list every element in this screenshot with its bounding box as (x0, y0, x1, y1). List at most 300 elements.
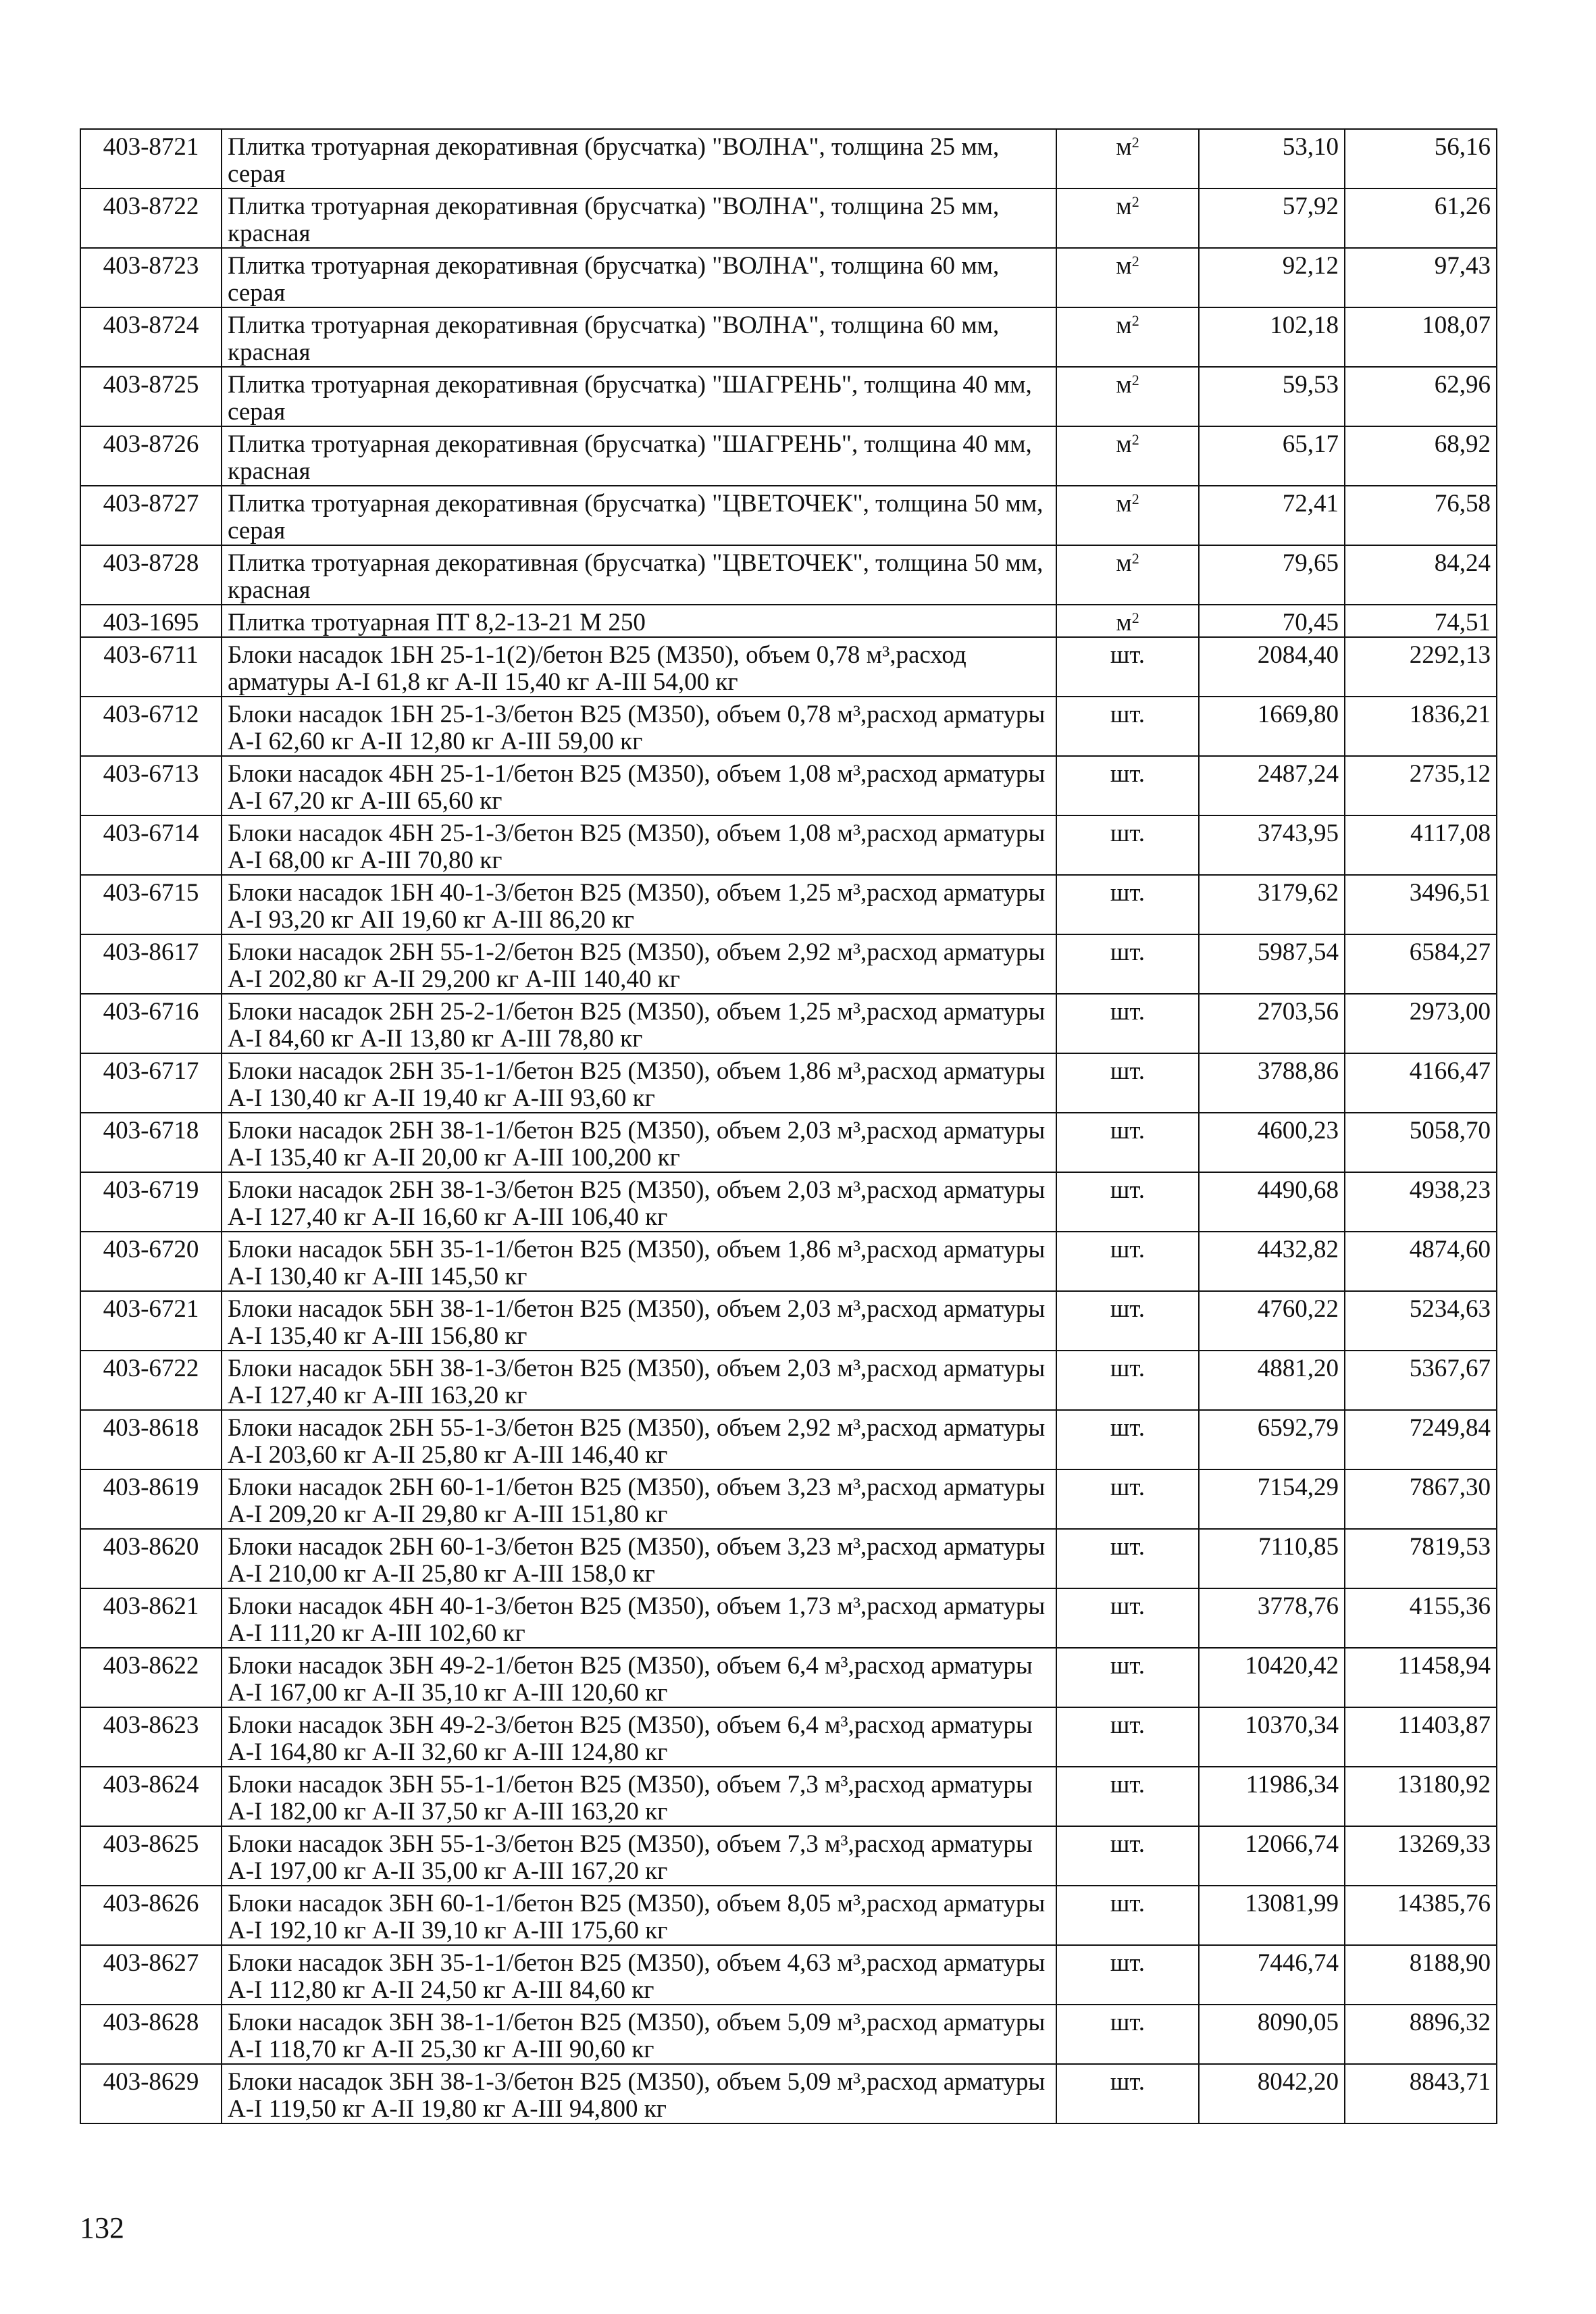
item-code-cell (80, 2005, 222, 2064)
price-with-vat-cell (1345, 1113, 1497, 1172)
table-row (80, 2064, 1497, 2123)
unit-label: м (1116, 549, 1132, 577)
price-cell (1199, 637, 1345, 697)
table-row (80, 486, 1497, 545)
price-cell (1199, 756, 1345, 815)
price-cell (1199, 1410, 1345, 1469)
price-cell (1199, 1588, 1345, 1648)
price-cell (1199, 2005, 1345, 2064)
price-cell (1199, 248, 1345, 307)
item-code: 403-8626 (103, 1890, 199, 1917)
item-description-cell (222, 1826, 1056, 1886)
unit-cell (1056, 367, 1199, 426)
price-with-vat-cell (1345, 994, 1497, 1053)
price-with-vat-cell (1345, 545, 1497, 605)
unit-cell (1056, 1588, 1199, 1648)
price-cell (1199, 426, 1345, 486)
table-row (80, 605, 1497, 637)
price-cell (1199, 1648, 1345, 1707)
item-code-cell (80, 1707, 222, 1767)
item-code-cell (80, 188, 222, 248)
item-code: 403-6721 (103, 1295, 199, 1323)
table-row (80, 1826, 1497, 1886)
price-value: 2487,24 (1257, 760, 1339, 788)
item-description: Блоки насадок 4БН 25-1-1/бетон В25 (М350), объем 1,08 м³,расход арматуры А-I 67,20 кг А-III 65,60 кг (228, 760, 1046, 815)
table-row (80, 994, 1497, 1053)
item-description: Плитка тротуарная декоративная (брусчатка) "ВОЛНА", толщина 25 мм, красная (228, 193, 1000, 247)
item-code-cell (80, 994, 222, 1053)
item-code-cell (80, 637, 222, 697)
item-description: Блоки насадок 4БН 40-1-3/бетон В25 (М350), объем 1,73 м³,расход арматуры А-I 111,20 кг А-III 102,60 кг (228, 1592, 1046, 1647)
unit-cell (1056, 934, 1199, 994)
item-code-cell (80, 815, 222, 875)
price-with-vat-value: 7249,84 (1409, 1414, 1491, 1442)
table-row (80, 756, 1497, 815)
unit-exponent: 2 (1131, 252, 1139, 270)
price-with-vat-value: 6584,27 (1409, 938, 1491, 966)
unit-label: шт. (1110, 1355, 1145, 1382)
price-value: 3778,76 (1257, 1592, 1339, 1620)
item-code-cell (80, 1826, 222, 1886)
price-with-vat-value: 2735,12 (1409, 760, 1491, 788)
unit-label: шт. (1110, 1236, 1145, 1263)
price-value: 10420,42 (1245, 1652, 1339, 1680)
item-description-cell (222, 1945, 1056, 2005)
price-cell (1199, 1469, 1345, 1529)
item-description-cell (222, 875, 1056, 934)
item-description: Блоки насадок 5БН 38-1-1/бетон В25 (М350), объем 2,03 м³,расход арматуры А-I 135,40 кг А-III 156,80 кг (228, 1295, 1046, 1350)
item-description-cell (222, 367, 1056, 426)
table-row (80, 1945, 1497, 2005)
price-with-vat-value: 7819,53 (1409, 1533, 1491, 1561)
price-cell (1199, 2064, 1345, 2123)
unit-label: шт. (1110, 1890, 1145, 1917)
item-code-cell (80, 756, 222, 815)
item-description: Плитка тротуарная декоративная (брусчатка) "ВОЛНА", толщина 60 мм, красная (228, 311, 1000, 366)
price-value: 57,92 (1282, 193, 1339, 220)
price-value: 70,45 (1282, 609, 1339, 636)
price-value: 8042,20 (1257, 2068, 1339, 2096)
price-cell (1199, 994, 1345, 1053)
price-cell (1199, 1767, 1345, 1826)
price-value: 2084,40 (1257, 641, 1339, 669)
price-with-vat-value: 84,24 (1434, 549, 1491, 577)
price-cell (1199, 1529, 1345, 1588)
unit-cell (1056, 994, 1199, 1053)
item-description-cell (222, 815, 1056, 875)
price-with-vat-cell (1345, 697, 1497, 756)
price-value: 2703,56 (1257, 998, 1339, 1026)
item-description: Блоки насадок 5БН 35-1-1/бетон В25 (М350), объем 1,86 м³,расход арматуры А-I 130,40 кг А-III 145,50 кг (228, 1236, 1046, 1290)
unit-cell (1056, 307, 1199, 367)
price-with-vat-cell (1345, 1410, 1497, 1469)
table-row (80, 1767, 1497, 1826)
price-value: 7154,29 (1257, 1474, 1339, 1501)
price-value: 4881,20 (1257, 1355, 1339, 1382)
item-code-cell (80, 426, 222, 486)
unit-label: шт. (1110, 879, 1145, 907)
unit-label: шт. (1110, 2068, 1145, 2096)
item-description: Плитка тротуарная декоративная (брусчатка) "ЦВЕТОЧЕК", толщина 50 мм, красная (228, 549, 1044, 604)
item-description-cell (222, 697, 1056, 756)
item-description-cell (222, 248, 1056, 307)
price-cell (1199, 1291, 1345, 1351)
unit-cell (1056, 1767, 1199, 1826)
item-code: 403-8622 (103, 1652, 199, 1680)
price-with-vat-cell (1345, 486, 1497, 545)
price-with-vat-cell (1345, 875, 1497, 934)
table-row (80, 367, 1497, 426)
price-with-vat-cell (1345, 605, 1497, 637)
price-with-vat-value: 7867,30 (1409, 1474, 1491, 1501)
price-with-vat-value: 4874,60 (1409, 1236, 1491, 1263)
unit-label: шт. (1110, 2009, 1145, 2036)
price-with-vat-value: 8188,90 (1409, 1949, 1491, 1977)
item-code-cell (80, 1469, 222, 1529)
item-code: 403-8727 (103, 490, 199, 518)
price-cell (1199, 697, 1345, 756)
item-description-cell (222, 1232, 1056, 1291)
price-value: 7110,85 (1258, 1533, 1339, 1561)
price-table (80, 128, 1497, 2124)
price-with-vat-cell (1345, 1945, 1497, 2005)
item-description-cell (222, 605, 1056, 637)
price-with-vat-cell (1345, 1588, 1497, 1648)
item-code: 403-6713 (103, 760, 199, 788)
unit-label: м (1116, 133, 1132, 161)
price-with-vat-cell (1345, 1172, 1497, 1232)
price-with-vat-value: 76,58 (1434, 490, 1491, 518)
item-description: Блоки насадок 3БН 35-1-1/бетон В25 (М350), объем 4,63 м³,расход арматуры А-I 112,80 кг А-II 24,50 кг А-III 84,60 кг (228, 1949, 1046, 2004)
unit-exponent: 2 (1131, 430, 1139, 448)
item-description-cell (222, 1053, 1056, 1113)
price-value: 7446,74 (1257, 1949, 1339, 1977)
item-description: Блоки насадок 3БН 60-1-1/бетон В25 (М350), объем 8,05 м³,расход арматуры А-I 192,10 кг А-II 39,10 кг А-III 175,60 кг (228, 1890, 1046, 1944)
price-with-vat-value: 4166,47 (1409, 1057, 1491, 1085)
unit-cell (1056, 129, 1199, 188)
item-code: 403-6716 (103, 998, 199, 1026)
unit-cell (1056, 1648, 1199, 1707)
unit-cell (1056, 815, 1199, 875)
table-row (80, 188, 1497, 248)
price-with-vat-cell (1345, 1469, 1497, 1529)
price-with-vat-cell (1345, 307, 1497, 367)
page-number: 132 (80, 2211, 124, 2244)
price-with-vat-value: 5234,63 (1409, 1295, 1491, 1323)
item-description: Блоки насадок 2БН 60-1-1/бетон В25 (М350), объем 3,23 м³,расход арматуры А-I 209,20 кг А-II 29,80 кг А-III 151,80 кг (228, 1474, 1046, 1528)
price-with-vat-value: 11403,87 (1397, 1711, 1491, 1739)
price-cell (1199, 367, 1345, 426)
item-description-cell (222, 1113, 1056, 1172)
item-description-cell (222, 307, 1056, 367)
item-code-cell (80, 1172, 222, 1232)
item-code-cell (80, 486, 222, 545)
item-description: Плитка тротуарная декоративная (брусчатка) "ШАГРЕНЬ", толщина 40 мм, серая (228, 371, 1032, 426)
price-cell (1199, 1707, 1345, 1767)
unit-label: шт. (1110, 701, 1145, 728)
item-code: 403-8721 (103, 133, 199, 161)
item-code-cell (80, 697, 222, 756)
item-code-cell (80, 129, 222, 188)
unit-label: м (1116, 490, 1132, 518)
unit-cell (1056, 545, 1199, 605)
item-description: Блоки насадок 2БН 38-1-1/бетон В25 (М350), объем 2,03 м³,расход арматуры А-I 135,40 кг А-II 20,00 кг А-III 100,200 кг (228, 1117, 1046, 1172)
price-table-body (80, 129, 1497, 2123)
unit-exponent: 2 (1131, 311, 1139, 329)
price-cell (1199, 1886, 1345, 1945)
price-with-vat-value: 5367,67 (1409, 1355, 1491, 1382)
price-cell (1199, 875, 1345, 934)
item-description-cell (222, 1767, 1056, 1826)
price-with-vat-cell (1345, 1707, 1497, 1767)
price-with-vat-value: 61,26 (1434, 193, 1491, 220)
table-row (80, 426, 1497, 486)
price-with-vat-cell (1345, 1351, 1497, 1410)
table-row (80, 1410, 1497, 1469)
unit-cell (1056, 1172, 1199, 1232)
unit-label: шт. (1110, 1474, 1145, 1501)
unit-label: шт. (1110, 1176, 1145, 1204)
unit-label: шт. (1110, 998, 1145, 1026)
item-description: Блоки насадок 2БН 55-1-3/бетон В25 (М350), объем 2,92 м³,расход арматуры А-I 203,60 кг А-II 25,80 кг А-III 146,40 кг (228, 1414, 1046, 1469)
item-code: 403-8619 (103, 1474, 199, 1501)
item-description: Блоки насадок 1БН 40-1-3/бетон В25 (М350), объем 1,25 м³,расход арматуры А-I 93,20 кг АII 19,60 кг А-III 86,20 кг (228, 879, 1046, 934)
price-cell (1199, 188, 1345, 248)
unit-cell (1056, 605, 1199, 637)
unit-label: шт. (1110, 1117, 1145, 1145)
item-code: 403-6722 (103, 1355, 199, 1382)
item-description-cell (222, 129, 1056, 188)
price-value: 4760,22 (1257, 1295, 1339, 1323)
price-with-vat-cell (1345, 129, 1497, 188)
item-description: Блоки насадок 3БН 38-1-1/бетон В25 (М350), объем 5,09 м³,расход арматуры А-I 118,70 кг А-II 25,30 кг А-III 90,60 кг (228, 2009, 1046, 2063)
item-description-cell (222, 1588, 1056, 1648)
price-cell (1199, 934, 1345, 994)
table-row (80, 815, 1497, 875)
price-with-vat-cell (1345, 2064, 1497, 2123)
item-code: 403-6718 (103, 1117, 199, 1145)
item-description-cell (222, 2005, 1056, 2064)
price-with-vat-cell (1345, 934, 1497, 994)
price-with-vat-cell (1345, 248, 1497, 307)
price-value: 102,18 (1270, 311, 1339, 339)
item-code: 403-8726 (103, 430, 199, 458)
price-with-vat-value: 62,96 (1434, 371, 1491, 399)
item-code: 403-6720 (103, 1236, 199, 1263)
unit-cell (1056, 1410, 1199, 1469)
price-with-vat-cell (1345, 367, 1497, 426)
table-row (80, 934, 1497, 994)
price-value: 11986,34 (1245, 1771, 1339, 1799)
unit-label: шт. (1110, 760, 1145, 788)
item-code-cell (80, 875, 222, 934)
unit-label: шт. (1110, 641, 1145, 669)
item-code: 403-8621 (103, 1592, 199, 1620)
item-code-cell (80, 1529, 222, 1588)
price-with-vat-cell (1345, 1529, 1497, 1588)
table-row (80, 545, 1497, 605)
price-with-vat-cell (1345, 1767, 1497, 1826)
table-row (80, 1351, 1497, 1410)
price-with-vat-value: 8843,71 (1409, 2068, 1491, 2096)
item-code-cell (80, 605, 222, 637)
item-code-cell (80, 367, 222, 426)
item-code: 403-6711 (103, 641, 199, 669)
unit-label: шт. (1110, 820, 1145, 847)
price-with-vat-cell (1345, 1648, 1497, 1707)
unit-label: шт. (1110, 1949, 1145, 1977)
item-code-cell (80, 248, 222, 307)
item-code-cell (80, 1232, 222, 1291)
unit-label: шт. (1110, 938, 1145, 966)
unit-exponent: 2 (1131, 193, 1139, 210)
unit-exponent: 2 (1131, 133, 1139, 151)
item-code-cell (80, 1291, 222, 1351)
table-row (80, 129, 1497, 188)
unit-cell (1056, 697, 1199, 756)
item-code-cell (80, 1410, 222, 1469)
unit-cell (1056, 1053, 1199, 1113)
price-value: 79,65 (1282, 549, 1339, 577)
table-row (80, 1529, 1497, 1588)
unit-label: м (1116, 609, 1132, 636)
item-description: Плитка тротуарная декоративная (брусчатка) "ЦВЕТОЧЕК", толщина 50 мм, серая (228, 490, 1044, 545)
item-code: 403-8620 (103, 1533, 199, 1561)
price-with-vat-value: 2292,13 (1409, 641, 1491, 669)
unit-cell (1056, 1232, 1199, 1291)
item-description-cell (222, 426, 1056, 486)
price-value: 92,12 (1282, 252, 1339, 280)
item-description-cell (222, 1351, 1056, 1410)
table-row (80, 697, 1497, 756)
price-cell (1199, 545, 1345, 605)
price-with-vat-cell (1345, 637, 1497, 697)
price-with-vat-value: 1836,21 (1409, 701, 1491, 728)
price-cell (1199, 129, 1345, 188)
price-value: 59,53 (1282, 371, 1339, 399)
unit-cell (1056, 637, 1199, 697)
unit-label: шт. (1110, 1830, 1145, 1858)
table-row (80, 2005, 1497, 2064)
price-with-vat-value: 2973,00 (1409, 998, 1491, 1026)
unit-label: м (1116, 193, 1132, 220)
price-value: 72,41 (1282, 490, 1339, 518)
price-with-vat-value: 8896,32 (1409, 2009, 1491, 2036)
table-row (80, 1113, 1497, 1172)
price-with-vat-cell (1345, 1291, 1497, 1351)
price-with-vat-value: 11458,94 (1397, 1652, 1491, 1680)
unit-label: шт. (1110, 1533, 1145, 1561)
price-with-vat-cell (1345, 426, 1497, 486)
price-value: 4600,23 (1257, 1117, 1339, 1145)
price-with-vat-cell (1345, 1053, 1497, 1113)
unit-cell (1056, 426, 1199, 486)
item-description: Блоки насадок 2БН 25-2-1/бетон В25 (М350), объем 1,25 м³,расход арматуры А-I 84,60 кг А-II 13,80 кг А-III 78,80 кг (228, 998, 1046, 1053)
price-with-vat-cell (1345, 2005, 1497, 2064)
price-with-vat-value: 56,16 (1434, 133, 1491, 161)
item-description: Блоки насадок 1БН 25-1-3/бетон В25 (М350), объем 0,78 м³,расход арматуры А-I 62,60 кг А-II 12,80 кг А-III 59,00 кг (228, 701, 1046, 755)
item-code: 403-1695 (103, 609, 199, 636)
item-code: 403-8627 (103, 1949, 199, 1977)
unit-cell (1056, 1469, 1199, 1529)
unit-label: м (1116, 371, 1132, 399)
price-with-vat-value: 108,07 (1422, 311, 1491, 339)
price-cell (1199, 307, 1345, 367)
price-with-vat-value: 3496,51 (1409, 879, 1491, 907)
unit-cell (1056, 1291, 1199, 1351)
table-row (80, 875, 1497, 934)
unit-exponent: 2 (1131, 371, 1139, 388)
item-code-cell (80, 1113, 222, 1172)
unit-label: шт. (1110, 1771, 1145, 1799)
item-code: 403-8722 (103, 193, 199, 220)
item-description: Блоки насадок 2БН 60-1-3/бетон В25 (М350), объем 3,23 м³,расход арматуры А-I 210,00 кг А-II 25,80 кг А-III 158,0 кг (228, 1533, 1046, 1588)
unit-label: м (1116, 311, 1132, 339)
price-cell (1199, 815, 1345, 875)
unit-cell (1056, 1826, 1199, 1886)
item-code-cell (80, 545, 222, 605)
item-description: Блоки насадок 3БН 55-1-3/бетон В25 (М350), объем 7,3 м³,расход арматуры А-I 197,00 кг А-II 35,00 кг А-III 167,20 кг (228, 1830, 1033, 1885)
item-code: 403-8728 (103, 549, 199, 577)
unit-cell (1056, 756, 1199, 815)
item-description: Блоки насадок 1БН 25-1-1(2)/бетон В25 (М350), объем 0,78 м³,расход арматуры А-I 61,8 кг А-II 15,40 кг А-III 54,00 кг (228, 641, 967, 696)
item-description: Блоки насадок 5БН 38-1-3/бетон В25 (М350), объем 2,03 м³,расход арматуры А-I 127,40 кг А-III 163,20 кг (228, 1355, 1046, 1409)
price-cell (1199, 1826, 1345, 1886)
price-value: 10370,34 (1245, 1711, 1339, 1739)
item-description: Плитка тротуарная декоративная (брусчатка) "ШАГРЕНЬ", толщина 40 мм, красная (228, 430, 1032, 485)
unit-label: шт. (1110, 1057, 1145, 1085)
price-value: 5987,54 (1257, 938, 1339, 966)
table-row (80, 1291, 1497, 1351)
table-row (80, 1172, 1497, 1232)
price-value: 13081,99 (1245, 1890, 1339, 1917)
unit-label: шт. (1110, 1711, 1145, 1739)
item-description: Блоки насадок 3БН 55-1-1/бетон В25 (М350), объем 7,3 м³,расход арматуры А-I 182,00 кг А-II 37,50 кг А-III 163,20 кг (228, 1771, 1033, 1826)
price-cell (1199, 1945, 1345, 2005)
price-cell (1199, 1172, 1345, 1232)
table-row (80, 1588, 1497, 1648)
item-description-cell (222, 1529, 1056, 1588)
item-code-cell (80, 934, 222, 994)
table-row (80, 1648, 1497, 1707)
item-description: Блоки насадок 3БН 38-1-3/бетон В25 (М350), объем 5,09 м³,расход арматуры А-I 119,50 кг А-II 19,80 кг А-III 94,800 кг (228, 2068, 1046, 2123)
price-cell (1199, 1053, 1345, 1113)
unit-cell (1056, 1351, 1199, 1410)
unit-label: шт. (1110, 1414, 1145, 1442)
item-description: Плитка тротуарная ПТ 8,2-13-21 М 250 (228, 609, 646, 636)
item-code: 403-8623 (103, 1711, 199, 1739)
item-code: 403-8628 (103, 2009, 199, 2036)
price-value: 4432,82 (1257, 1236, 1339, 1263)
table-row (80, 1886, 1497, 1945)
item-code: 403-8724 (103, 311, 199, 339)
item-code: 403-8617 (103, 938, 199, 966)
unit-label: м (1116, 430, 1132, 458)
item-description-cell (222, 486, 1056, 545)
price-with-vat-value: 97,43 (1434, 252, 1491, 280)
item-description-cell (222, 1469, 1056, 1529)
item-code-cell (80, 1648, 222, 1707)
item-code: 403-6717 (103, 1057, 199, 1085)
table-row (80, 1707, 1497, 1767)
price-cell (1199, 486, 1345, 545)
item-description: Блоки насадок 4БН 25-1-3/бетон В25 (М350), объем 1,08 м³,расход арматуры А-I 68,00 кг А-III 70,80 кг (228, 820, 1046, 874)
unit-cell (1056, 1886, 1199, 1945)
item-description-cell (222, 934, 1056, 994)
item-description-cell (222, 1291, 1056, 1351)
item-code-cell (80, 1767, 222, 1826)
price-with-vat-value: 13269,33 (1397, 1830, 1491, 1858)
